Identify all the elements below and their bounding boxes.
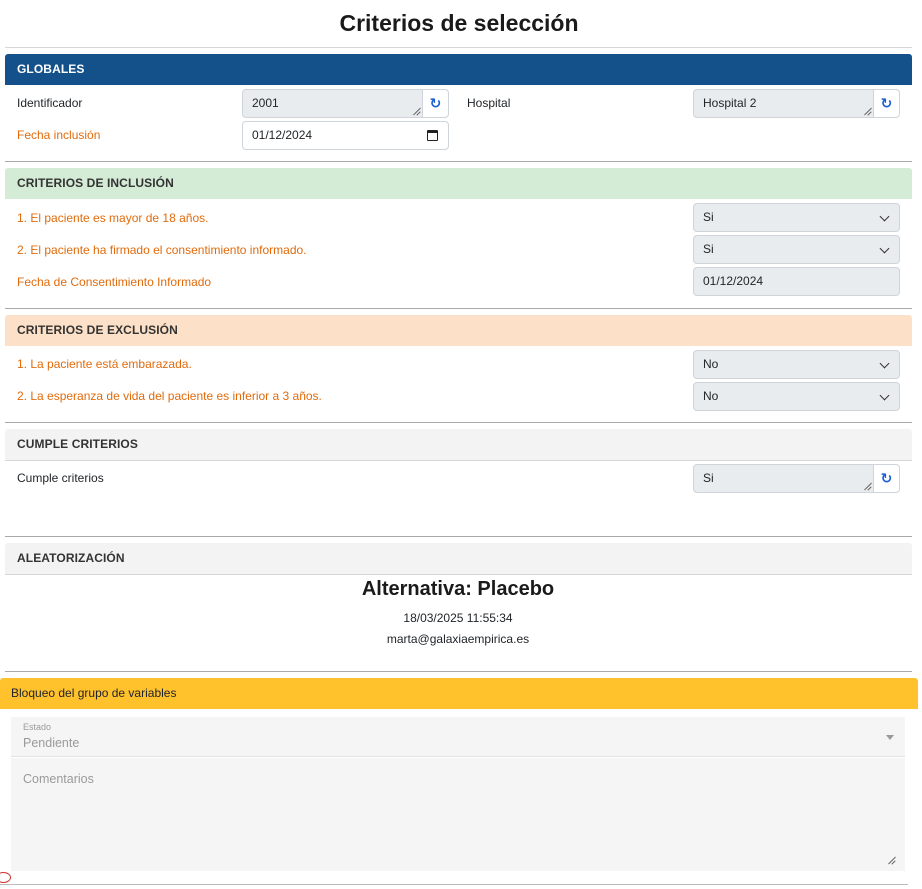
chevron-down-icon <box>880 212 890 222</box>
comentarios-placeholder: Comentarios <box>23 772 94 786</box>
fecha-consentimiento-value: 01/12/2024 <box>703 274 764 288</box>
comentarios-textarea[interactable] <box>11 758 905 871</box>
identificador-field[interactable] <box>242 89 423 118</box>
hospital-refresh-button[interactable] <box>874 89 900 118</box>
bloqueo-header: Bloqueo del grupo de variables <box>0 678 918 709</box>
refresh-icon: ↻ <box>880 470 893 486</box>
exclusion-criterion-2-select[interactable] <box>693 382 900 411</box>
section-header-globales: GLOBALES <box>5 54 912 85</box>
section-divider <box>5 422 912 423</box>
exclusion-criterion-2-label: 2. La esperanza de vida del paciente es inferior a 3 años. <box>17 389 322 403</box>
hospital-value: Hospital 2 <box>703 96 757 110</box>
title-divider <box>5 47 912 48</box>
hospital-label: Hospital <box>467 96 511 110</box>
inclusion-criterion-1-label: 1. El paciente es mayor de 18 años. <box>17 211 209 225</box>
aleatorizacion-fecha: 18/03/2025 11:55:34 <box>403 611 513 625</box>
resize-grip-icon[interactable] <box>863 107 871 115</box>
exclusion-criterion-1-select[interactable] <box>693 350 900 379</box>
chevron-down-icon <box>880 391 890 401</box>
identificador-label: Identificador <box>17 96 83 110</box>
cumple-refresh-button[interactable] <box>874 464 900 493</box>
select-value: No <box>703 357 719 371</box>
fecha-inclusion-input[interactable] <box>242 121 449 150</box>
identificador-value: 2001 <box>252 96 279 110</box>
page-title: Criterios de selección <box>339 10 579 36</box>
exclusion-criterion-1-label: 1. La paciente está embarazada. <box>17 357 192 371</box>
estado-label: Estado <box>23 722 52 732</box>
section-divider <box>5 308 912 309</box>
section-underline <box>5 574 912 575</box>
section-divider <box>5 536 912 537</box>
select-value: Si <box>703 242 714 256</box>
fecha-consentimiento-label: Fecha de Consentimiento Informado <box>17 275 212 289</box>
refresh-icon: ↻ <box>880 95 893 111</box>
refresh-icon: ↻ <box>429 95 442 111</box>
cumple-criterios-field[interactable] <box>693 464 874 493</box>
section-header-inclusion: CRITERIOS DE INCLUSIÓN <box>5 168 912 199</box>
section-header-exclusion: CRITERIOS DE EXCLUSIÓN <box>5 315 912 346</box>
dropdown-arrow-icon <box>886 735 894 740</box>
resize-grip-icon[interactable] <box>412 107 420 115</box>
cumple-criterios-value: Si <box>703 471 714 485</box>
aleatorizacion-usuario: marta@galaxiaempirica.es <box>386 632 530 646</box>
section-header-cumple: CUMPLE CRITERIOS <box>5 429 912 460</box>
resize-grip-icon[interactable] <box>863 482 871 490</box>
fecha-inclusion-value: 01/12/2024 <box>252 128 313 142</box>
section-divider <box>5 161 912 162</box>
section-divider <box>5 671 912 672</box>
chevron-down-icon <box>880 359 890 369</box>
identificador-refresh-button[interactable] <box>423 89 449 118</box>
chevron-down-icon <box>880 244 890 254</box>
section-underline <box>5 460 912 461</box>
select-value: Si <box>703 210 714 224</box>
cumple-criterios-label: Cumple criterios <box>17 471 104 485</box>
bottom-divider <box>0 884 908 885</box>
fecha-consentimiento-field <box>693 267 900 296</box>
fecha-inclusion-label: Fecha inclusión <box>17 128 101 142</box>
estado-value: Pendiente <box>23 736 80 750</box>
section-header-aleatorizacion: ALEATORIZACIÓN <box>5 543 912 574</box>
hospital-field[interactable] <box>693 89 874 118</box>
inclusion-criterion-1-select[interactable] <box>693 203 900 232</box>
alternativa-title: Alternativa: Placebo <box>361 578 555 600</box>
circle-icon[interactable] <box>0 872 11 883</box>
calendar-icon[interactable] <box>427 130 438 141</box>
select-value: No <box>703 389 719 403</box>
estado-select[interactable] <box>11 717 905 757</box>
inclusion-criterion-2-select[interactable] <box>693 235 900 264</box>
inclusion-criterion-2-label: 2. El paciente ha firmado el consentimiento informado. <box>17 243 307 257</box>
resize-grip-icon[interactable] <box>887 856 895 864</box>
